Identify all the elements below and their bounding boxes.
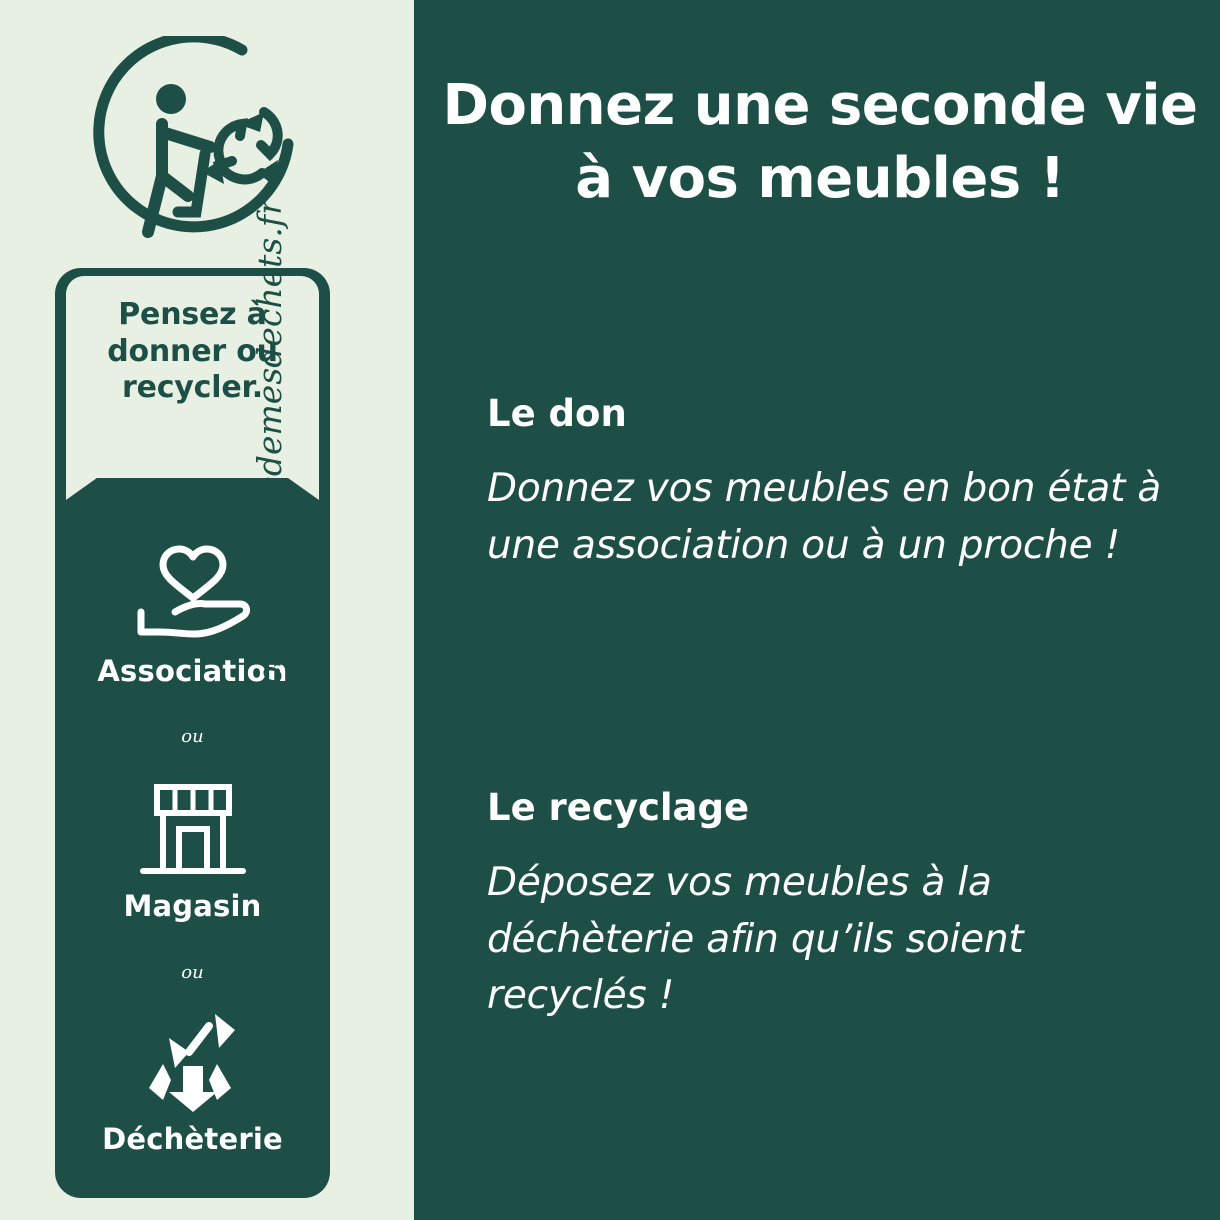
page-title (440, 70, 1200, 216)
banner-title-line-1: Pensez à (118, 297, 267, 332)
section-le-don-body: Donnez vos meubles en bon état à une association ou à un proche ! (487, 466, 1162, 568)
banner-title-line-3: recycler. (121, 370, 263, 406)
page-title-line-2: à vos meubles ! (575, 145, 1065, 211)
step-magasin (55, 775, 330, 923)
section-le-recyclage (487, 786, 1177, 1025)
store-icon (55, 775, 330, 885)
step-dechteterie (55, 1008, 330, 1156)
page-title-line-1: Donnez une seconde vie (442, 73, 1198, 138)
section-le-recyclage-title: Le recyclage (487, 786, 750, 829)
step-magasin-label: Magasin (123, 889, 262, 923)
banner-title-line-2: donner ou (107, 333, 278, 369)
section-le-don (487, 392, 1177, 574)
website-url[interactable]: https://quefairedemesdechets.fr (250, 199, 289, 735)
step-dechteterie-label: Déchèterie (102, 1122, 283, 1156)
section-le-don-title: Le don (487, 392, 627, 435)
separator-ou-1: ou (181, 726, 204, 747)
section-le-recyclage-body: Déposez vos meubles à la déchèterie afin qu’ils soient recyclés ! (487, 860, 1024, 1019)
recycling-center-icon (55, 1008, 330, 1118)
separator-ou-2: ou (181, 962, 204, 983)
step-association-label: Association (97, 654, 288, 688)
